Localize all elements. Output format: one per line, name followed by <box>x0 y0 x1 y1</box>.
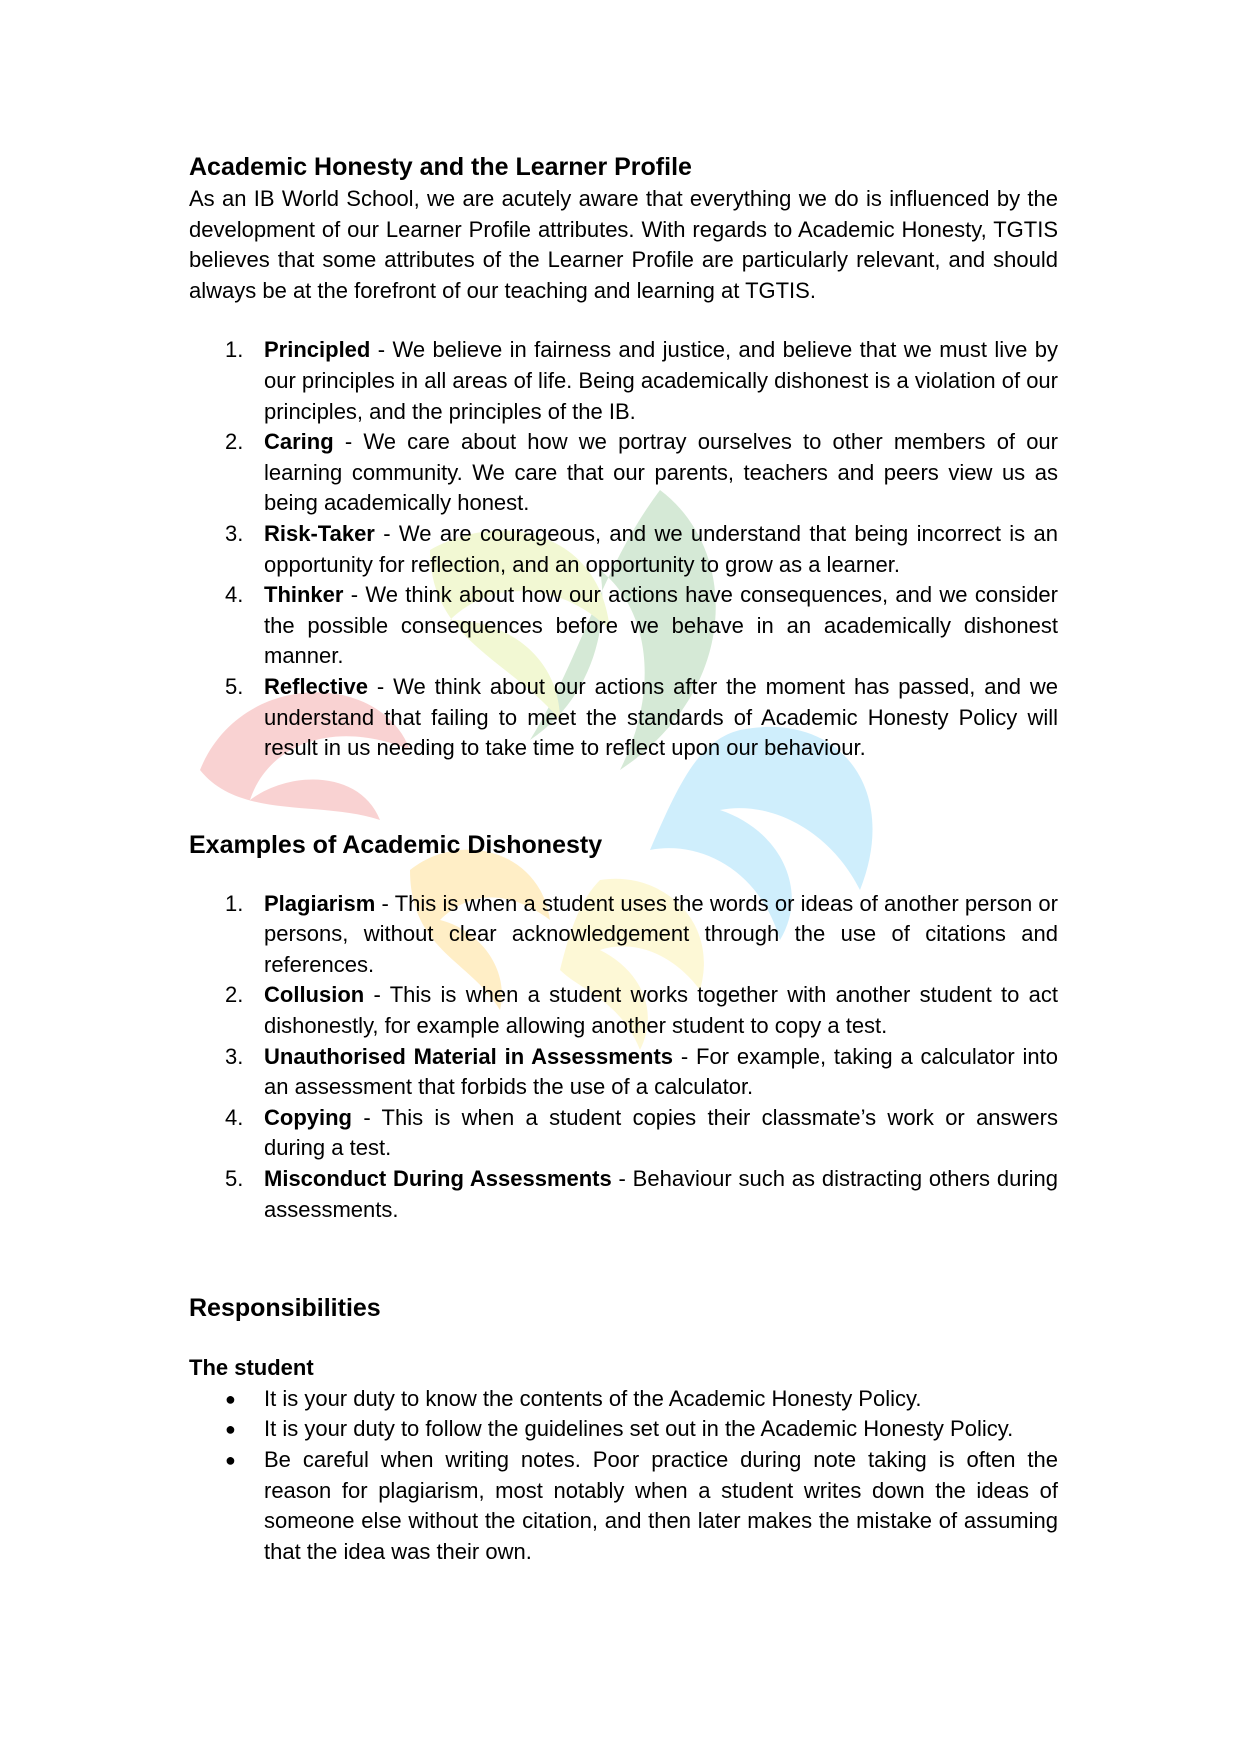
list-text: - We care about how we portray ourselves to other members of our learning community. We care that our parents, teachers and peers view us as being academically honest. <box>264 429 1058 516</box>
list-number: 1. <box>225 337 244 363</box>
bullet-icon: ● <box>225 1419 236 1440</box>
list-text: It is your duty to follow the guidelines set out in the Academic Honesty Policy. <box>264 1416 1014 1442</box>
list-text: - This is when a student uses the words or ideas of another person or persons, without clear acknowledgement through the use of citations and references. <box>264 890 1058 977</box>
list-item <box>189 980 1058 1041</box>
list-term: Unauthorised Material in Assessments <box>264 1043 674 1069</box>
list-number: 2. <box>225 982 244 1008</box>
list-text: - This is when a student works together with another student to act dishonestly, for example allowing another student to copy a test. <box>264 982 1058 1039</box>
list-term: Misconduct During Assessments <box>264 1166 612 1192</box>
subheading-the-student: The student <box>189 1355 314 1381</box>
list-text: - For example, taking a calculator into an assessment that forbids the use of a calculator. <box>264 1043 1058 1100</box>
learner-profile-list <box>189 335 1058 763</box>
list-item <box>189 1103 1058 1164</box>
heading-learner-profile: Academic Honesty and the Learner Profile <box>189 153 692 181</box>
list-text: - We think about our actions after the moment has passed, and we understand that failing to meet the standards of Academic Honesty Policy will result in us needing to take time to reflect upon our behaviour. <box>264 673 1058 761</box>
list-number: 3. <box>225 1043 244 1069</box>
heading-responsibilities: Responsibilities <box>189 1294 381 1323</box>
intro-paragraph: As an IB World School, we are acutely aware that everything we do is influenced by the development of our Learner Profile attributes. With regards to Academic Honesty, TGTIS believes that some attributes of the Learner Profile are particularly relevant, and should always be at the forefront of our teaching and learning at TGTIS. <box>189 186 1058 303</box>
list-item <box>189 1445 1058 1567</box>
list-text: - We think about how our actions have consequences, and we consider the possible consequences before we behave in an academically dishonest manner. <box>264 582 1058 669</box>
dishonesty-list <box>189 889 1058 1226</box>
list-term: Risk-Taker <box>264 520 375 546</box>
list-item <box>189 1414 1058 1445</box>
list-term: Thinker <box>264 582 344 608</box>
list-text: - This is when a student copies their classmate’s work or answers during a test. <box>264 1104 1058 1161</box>
list-text: - We believe in fairness and justice, and believe that we must live by our principles in all areas of life. Being academically dishonest is a violation of our principles, and the principles of the IB. <box>264 337 1058 424</box>
list-number: 4. <box>225 1104 244 1130</box>
list-item <box>189 1384 1058 1415</box>
list-term: Copying <box>264 1104 352 1130</box>
bullet-icon: ● <box>225 1388 236 1409</box>
list-item <box>189 580 1058 672</box>
list-item <box>189 519 1058 580</box>
student-duties-list <box>189 1384 1058 1568</box>
list-term: Reflective <box>264 673 368 699</box>
list-text: It is your duty to know the contents of the Academic Honesty Policy. <box>264 1385 922 1411</box>
list-number: 4. <box>225 582 244 608</box>
list-item <box>189 889 1058 981</box>
bullet-icon: ● <box>225 1450 236 1470</box>
list-number: 5. <box>225 673 244 699</box>
list-text: - We are courageous, and we understand that being incorrect is an opportunity for reflection, and an opportunity to grow as a learner. <box>264 520 1058 577</box>
list-item <box>189 1164 1058 1225</box>
document-page <box>189 150 1058 1567</box>
list-term: Principled <box>264 337 371 363</box>
list-number: 1. <box>225 890 244 916</box>
list-item <box>189 1042 1058 1103</box>
list-number: 3. <box>225 520 244 546</box>
list-term: Plagiarism <box>264 890 376 916</box>
list-text: Be careful when writing notes. Poor practice during note taking is often the reason for plagiarism, most notably when a student writes down the ideas of someone else without the citation, and then later makes the mistake of assuming that the idea was their own. <box>264 1447 1058 1564</box>
heading-dishonesty: Examples of Academic Dishonesty <box>189 830 603 859</box>
list-number: 5. <box>225 1166 244 1192</box>
list-item <box>189 672 1058 764</box>
list-text: - Behaviour such as distracting others during assessments. <box>264 1166 1059 1222</box>
list-item <box>189 427 1058 519</box>
list-number: 2. <box>225 429 244 455</box>
list-term: Caring <box>264 429 334 455</box>
list-item <box>189 335 1058 427</box>
list-term: Collusion <box>264 982 365 1008</box>
